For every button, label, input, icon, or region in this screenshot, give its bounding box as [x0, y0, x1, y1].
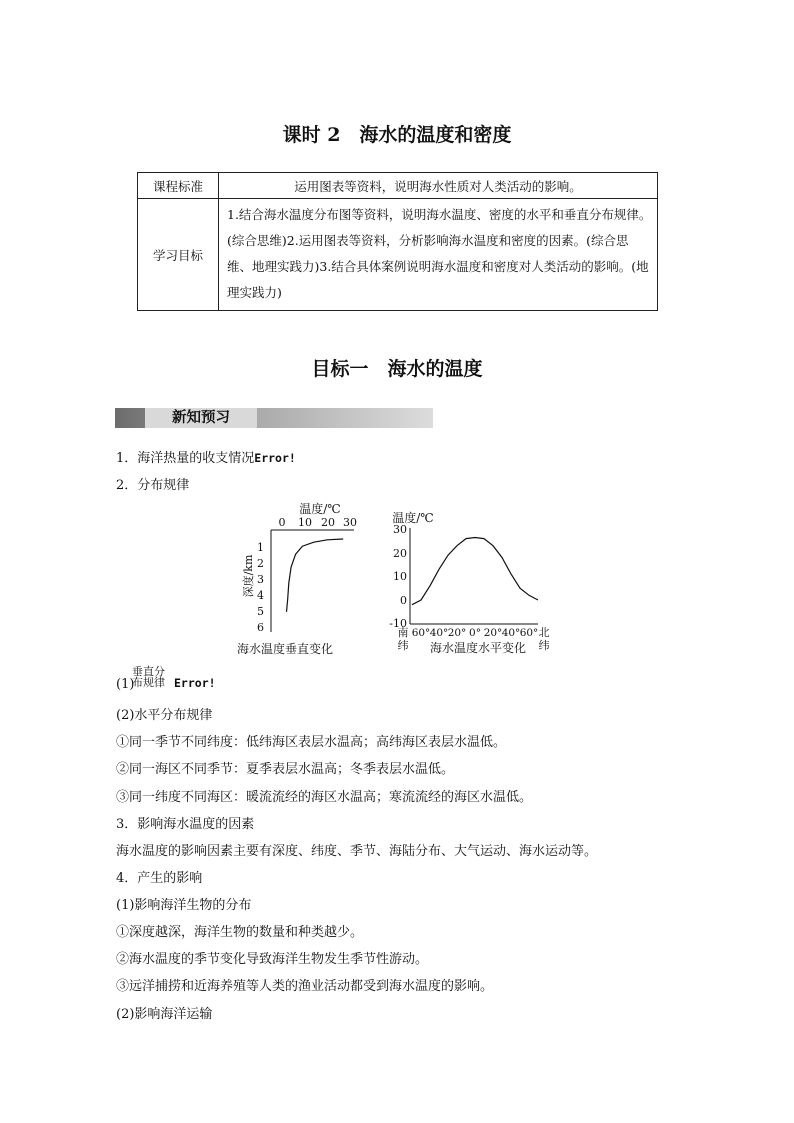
x-ticks [412, 627, 539, 639]
x-tick-label: 20° [447, 627, 467, 639]
error-text: Error! [254, 451, 296, 465]
x-tick-label: 10 [298, 516, 312, 529]
chart-title: 海水温度水平变化 [429, 641, 527, 655]
item-2: 2．分布规律 [116, 478, 190, 493]
chart-ylabel: 深度/km [242, 554, 255, 598]
vertical-temp-chart [228, 498, 378, 658]
x-tick-label: 60° [519, 627, 539, 639]
item-1-text: 1．海洋热量的收支情况 [116, 451, 255, 466]
x-tick-label: 60° [411, 627, 431, 639]
point-2-c: ③同一纬度不同海区：暖流流经的海区水温高；寒流流经的海区水温低。 [116, 790, 533, 805]
stack-top: 垂直分 [132, 665, 165, 678]
y-tick-label: 10 [393, 570, 407, 583]
table-row [138, 173, 658, 199]
y-tick-label: 20 [393, 547, 407, 560]
x-tick-label: 0 [278, 516, 286, 529]
stack-bottom: 布规律 [132, 676, 165, 689]
y-tick-label: 5 [257, 605, 264, 618]
y-tick-label: 0 [400, 594, 407, 607]
x-tick-label: 40° [501, 627, 521, 639]
item-4-1-a: ①深度越深，海洋生物的数量和种类越少。 [116, 925, 364, 940]
item-4-1: (1)影响海洋生物的分布 [116, 898, 252, 913]
y-tick-label: 1 [257, 541, 264, 554]
y-tick-label: 6 [257, 621, 264, 634]
y-tick-label: 2 [257, 557, 264, 570]
x-tick-label: 20 [321, 516, 335, 529]
item-4-1-b: ②海水温度的季节变化导致海洋生物发生季节性游动。 [116, 952, 429, 967]
series-line [287, 539, 344, 612]
item-3: 3．影响海水温度的因素 [116, 817, 255, 832]
item-4-1-c: ③远洋捕捞和近海养殖等人类的渔业活动都受到海水温度的影响。 [116, 979, 494, 994]
x-ticks [279, 516, 358, 529]
row-label: 学习目标 [138, 199, 219, 311]
x-tick-label: 30 [343, 516, 357, 529]
section-banner-label: 新知预习 [145, 408, 257, 428]
point-2-b: ②同一海区不同季节：夏季表层水温高；冬季表层水温低。 [116, 762, 455, 777]
chart-ylabel: 温度/℃ [392, 511, 434, 525]
point-2-a: ①同一季节不同纬度：低纬海区表层水温高；高纬海区表层水温低。 [116, 735, 507, 750]
item-4: 4．产生的影响 [116, 871, 203, 886]
error-text: Error! [174, 676, 216, 690]
table-row [138, 199, 658, 311]
row-value: 运用图表等资料，说明海水性质对人类活动的影响。 [219, 173, 658, 199]
x-tick-label: 20° [483, 627, 503, 639]
y-tick-label: 30 [393, 523, 407, 536]
y-tick-label: 3 [257, 573, 264, 586]
series-line [412, 538, 538, 605]
x-tick-label: 40° [429, 627, 449, 639]
row-value: 1.结合海水温度分布图等资料，说明海水温度、密度的水平和垂直分布规律。(综合思维)2.运用图表等资料，分析影响海水温度和密度的因素。(综合思维、地理实践力)3.结合具体案例说明海水温度和密度对人类活动的影响。(地理实践力) [219, 199, 658, 311]
lesson-title: 课时 2 海水的温度和密度 [282, 124, 512, 146]
goal-title: 目标一 海水的温度 [311, 358, 483, 380]
x-right-label: 北 [538, 626, 550, 639]
chart-xlabel: 温度/℃ [299, 502, 341, 516]
section-banner [115, 408, 433, 428]
y-tick-label: 4 [257, 589, 264, 602]
chart-title: 海水温度垂直变化 [236, 642, 334, 656]
y-ticks [389, 523, 407, 630]
x-tick-label: 0° [469, 627, 481, 639]
y-tick-label: -10 [389, 617, 407, 630]
point-1-stacked-label [132, 666, 165, 688]
point-1-prefix: (1) [116, 677, 135, 692]
x-left-label: 纬 [397, 639, 409, 652]
item-3-text: 海水温度的影响因素主要有深度、纬度、季节、海陆分布、大气运动、海水运动等。 [116, 844, 598, 859]
x-right-label: 纬 [538, 639, 550, 652]
y-ticks [257, 541, 264, 634]
x-left-label: 南 [397, 626, 409, 639]
standards-table [137, 172, 658, 311]
item-4-2: (2)影响海洋运输 [116, 1007, 213, 1022]
point-2: (2)水平分布规律 [116, 708, 213, 723]
row-label: 课程标准 [138, 173, 219, 199]
horizontal-temp-chart [388, 508, 558, 658]
item-1 [116, 447, 296, 466]
